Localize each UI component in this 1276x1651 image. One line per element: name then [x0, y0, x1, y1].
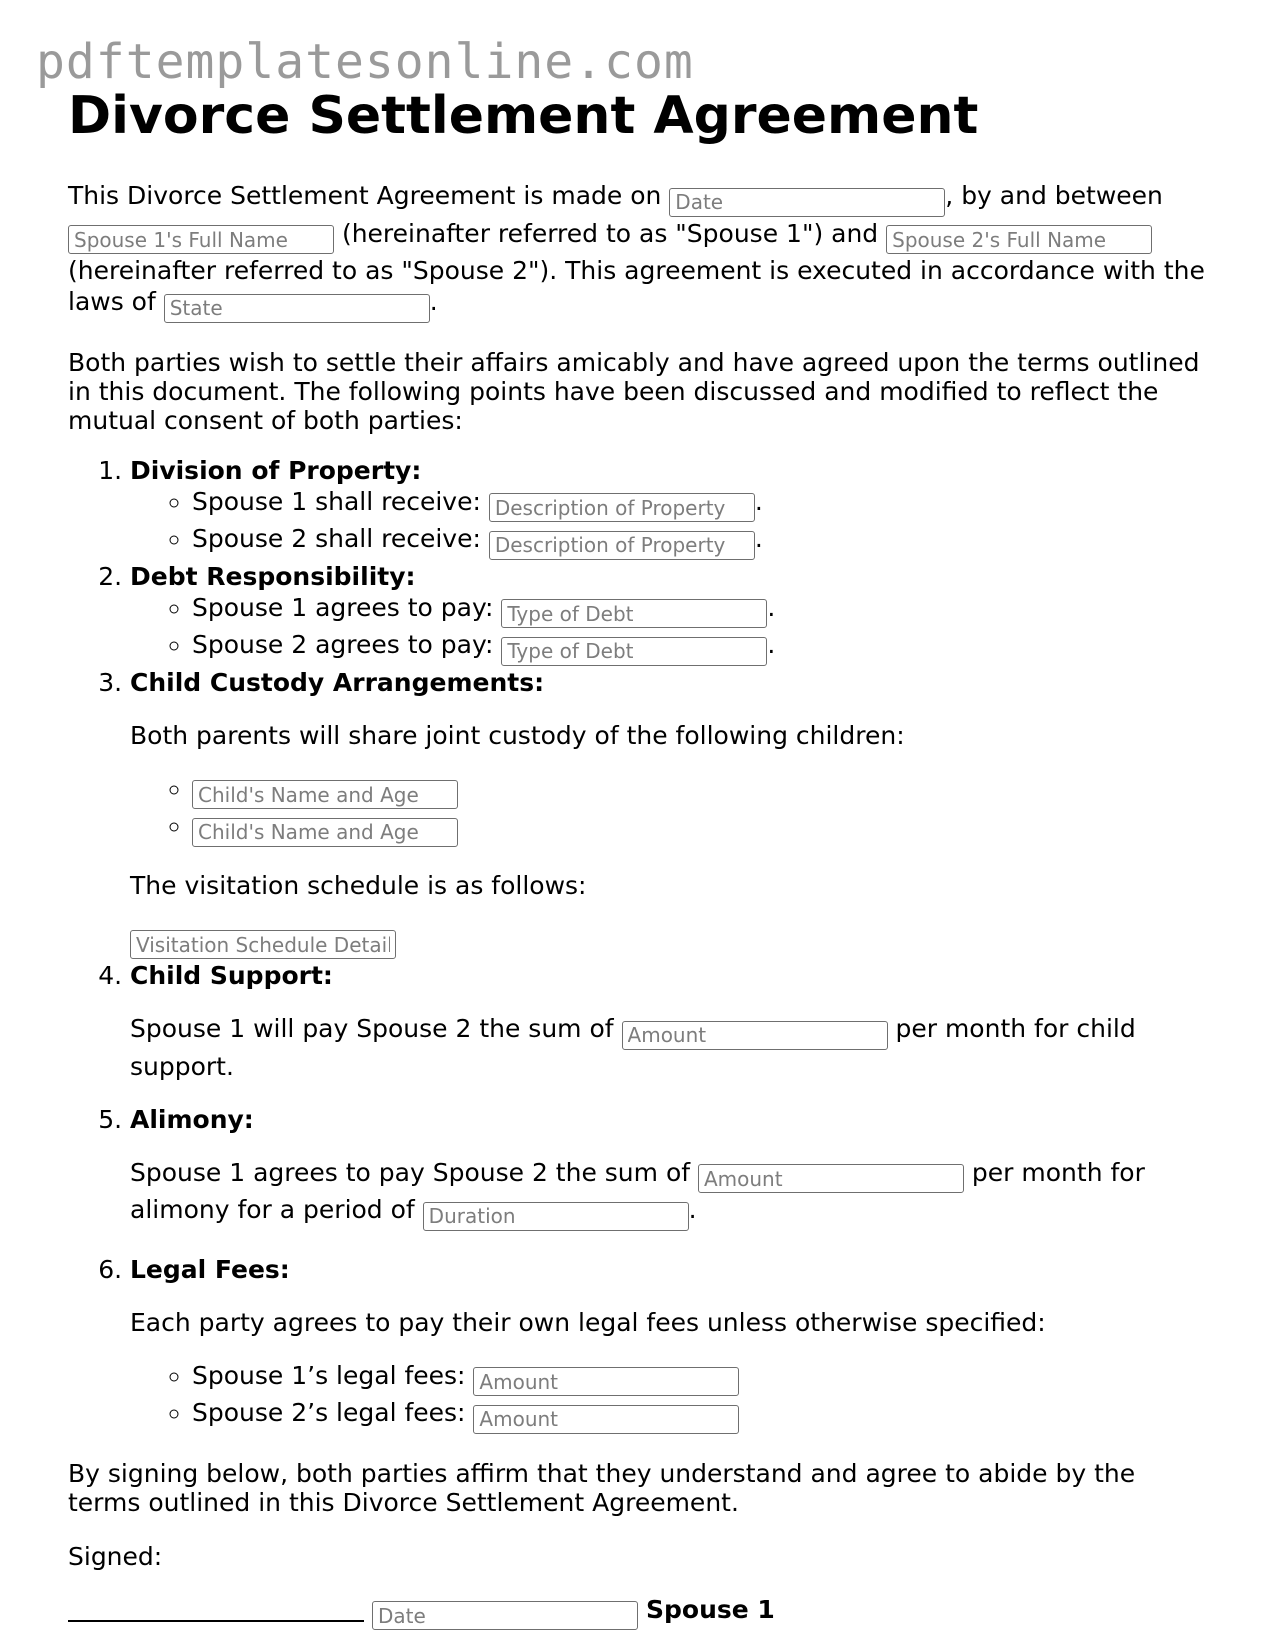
- signature-row-spouse1: [68, 1594, 1208, 1632]
- period: .: [754, 524, 763, 553]
- visitation-text: The visitation schedule is as follows:: [130, 870, 587, 900]
- child-1-field[interactable]: [192, 780, 458, 809]
- signature-name: Spouse 1: [646, 1594, 775, 1624]
- agreement-date-field[interactable]: [669, 188, 945, 217]
- intro-text-1: This Divorce Settlement Agreement is made on: [68, 181, 670, 210]
- child-support-paragraph: [130, 1013, 1208, 1082]
- list-item: [192, 1397, 1208, 1435]
- custody-text: Both parents will share joint custody of the following children:: [130, 720, 905, 750]
- section-heading-property: Division of Property:: [130, 455, 422, 485]
- agreement-body: [68, 180, 1208, 1631]
- child-support-text-2: per month for child support.: [130, 1014, 1136, 1081]
- alimony-text-2: per month for alimony for a period of: [130, 1157, 1145, 1224]
- list-item: [192, 523, 1208, 561]
- list-item: [192, 486, 1208, 524]
- alimony-text-3: .: [688, 1195, 697, 1224]
- list-item: [192, 1360, 1208, 1398]
- intro-text-4: (hereinafter referred to as "Spouse 2"). This agreement is executed in accordance with the laws of: [68, 256, 1205, 316]
- section-heading-debt: Debt Responsibility:: [130, 561, 416, 591]
- signature-date-field[interactable]: [372, 1601, 638, 1630]
- section-debt: [130, 561, 1208, 667]
- fees-spouse2-label: Spouse 2’s legal fees:: [192, 1398, 474, 1427]
- section-heading-custody: Child Custody Arrangements:: [130, 667, 545, 697]
- mutual-consent-paragraph: Both parties wish to settle their affairs amicably and have agreed upon the terms outlined in this document. The following points have been discussed and modified to reflect the mutual consent of both parties:: [68, 347, 1200, 435]
- visitation-schedule-field[interactable]: [130, 930, 396, 959]
- signature-line[interactable]: [68, 1594, 364, 1622]
- intro-text-3: (hereinafter referred to as "Spouse 1") and: [334, 218, 887, 248]
- legal-fees-text: Each party agrees to pay their own legal fees unless otherwise specified:: [130, 1307, 1046, 1337]
- intro-paragraph: [68, 180, 1208, 324]
- terms-list: [68, 455, 1208, 1435]
- section-child-support: [130, 960, 1208, 1082]
- section-heading-legal-fees: Legal Fees:: [130, 1254, 290, 1284]
- section-custody: [130, 667, 1208, 961]
- list-item: [192, 810, 1208, 848]
- child-2-field[interactable]: [192, 818, 458, 847]
- property-spouse2-label: Spouse 2 shall receive:: [192, 524, 489, 553]
- spouse1-name-field[interactable]: [68, 225, 334, 254]
- list-item: [192, 773, 1208, 811]
- section-legal-fees: [130, 1254, 1208, 1435]
- watermark: pdftemplatesonline.com: [36, 34, 694, 90]
- fees-spouse2-field[interactable]: [473, 1405, 739, 1434]
- section-heading-child-support: Child Support:: [130, 961, 333, 990]
- children-list: [130, 773, 1208, 848]
- fees-spouse1-field[interactable]: [473, 1367, 739, 1396]
- debt-spouse2-field[interactable]: [501, 637, 767, 666]
- debt-spouse1-field[interactable]: [501, 599, 767, 628]
- alimony-amount-field[interactable]: [698, 1164, 964, 1193]
- intro-text-2: , by and between: [945, 181, 1163, 210]
- child-support-text-1: Spouse 1 will pay Spouse 2 the sum of: [130, 1014, 622, 1043]
- signed-label: Signed:: [68, 1541, 163, 1571]
- debt-spouse2-label: Spouse 2 agrees to pay:: [192, 630, 502, 659]
- spouse2-name-field[interactable]: [886, 225, 1152, 254]
- page-title: Divorce Settlement Agreement: [68, 86, 979, 146]
- property-spouse2-field[interactable]: [489, 531, 755, 560]
- alimony-paragraph: [130, 1157, 1208, 1232]
- section-heading-alimony: Alimony:: [130, 1104, 254, 1134]
- period: .: [767, 592, 776, 622]
- alimony-duration-field[interactable]: [423, 1202, 689, 1231]
- period: .: [754, 486, 763, 516]
- debt-spouse1-label: Spouse 1 agrees to pay:: [192, 592, 502, 622]
- property-spouse1-field[interactable]: [489, 493, 755, 522]
- fees-spouse1-label: Spouse 1’s legal fees:: [192, 1360, 474, 1390]
- section-alimony: [130, 1104, 1208, 1232]
- list-item: [192, 629, 1208, 667]
- intro-text-5: .: [429, 287, 438, 316]
- debt-list: [130, 592, 1208, 667]
- legal-fees-list: [130, 1360, 1208, 1435]
- period: .: [767, 630, 776, 659]
- section-property: [130, 455, 1208, 561]
- alimony-text-1: Spouse 1 agrees to pay Spouse 2 the sum of: [130, 1157, 698, 1187]
- property-spouse1-label: Spouse 1 shall receive:: [192, 486, 489, 516]
- property-list: [130, 486, 1208, 561]
- state-field[interactable]: [164, 294, 430, 323]
- child-support-amount-field[interactable]: [622, 1021, 888, 1050]
- list-item: [192, 592, 1208, 630]
- closing-paragraph: By signing below, both parties affirm that they understand and agree to abide by the terms outlined in this Divorce Settlement Agreement.: [68, 1458, 1136, 1517]
